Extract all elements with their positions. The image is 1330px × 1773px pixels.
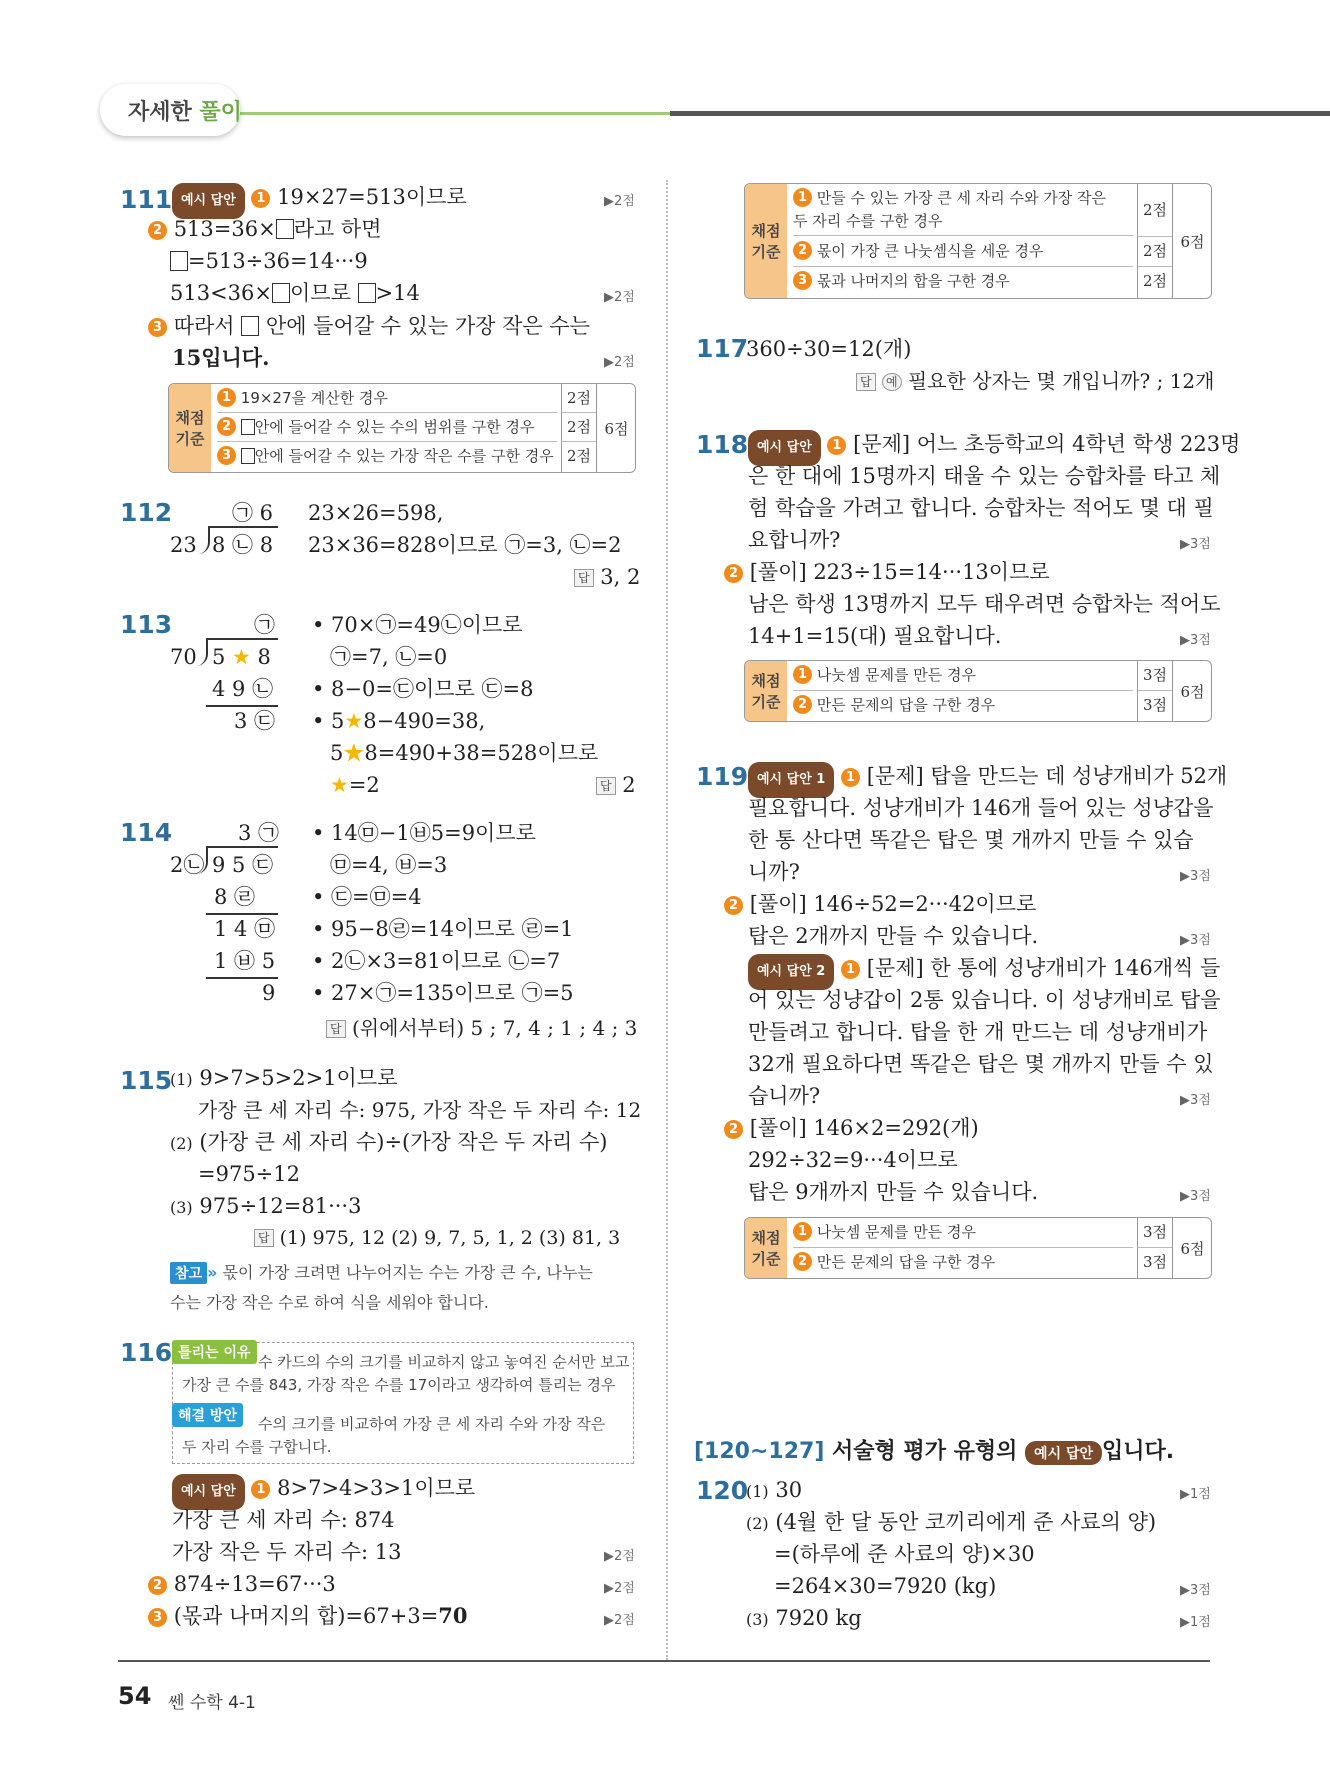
division-bracket	[196, 846, 208, 874]
problem-number-118: 118	[696, 430, 749, 459]
grading-header	[745, 184, 787, 298]
p119-line13: 292÷32=9···4이므로	[748, 1148, 958, 1172]
p113-row2: 3 ㉢	[234, 709, 276, 733]
grading-row-text: 몫과 나머지의 합을 구한 경우	[816, 272, 1010, 290]
p115-note-line1	[170, 1260, 593, 1284]
p120-line1	[746, 1474, 802, 1508]
blank-box-icon	[241, 316, 259, 336]
reason-tag: 틀리는 이유	[172, 1340, 257, 1364]
header-title	[128, 95, 242, 126]
section-range: [120~127]	[694, 1439, 825, 1464]
points-3: ▶3점	[1180, 1189, 1211, 1204]
p113-line1: • 70×㉠=49㉡이므로	[312, 613, 523, 637]
p117-answer-text: 필요한 상자는 몇 개입니까? ; 12개	[907, 369, 1215, 393]
star-icon: ★	[232, 645, 251, 669]
grading-points: 2점	[1137, 237, 1172, 267]
p120-l5a: (3)	[746, 1610, 769, 1629]
p114-row2: 1 4 ㉤	[214, 917, 276, 941]
p119-l7: [문제] 한 통에 성냥개비가 146개씩 들	[866, 956, 1221, 980]
p118-line7: 14+1=15(대) 필요합니다.	[748, 624, 1002, 648]
grading-row	[793, 661, 1133, 691]
points-2: ▶2점	[604, 1581, 635, 1596]
p111-l5b: 안에 들어갈 수 있는 가장 작은 수는	[259, 314, 590, 338]
division-bracket	[196, 638, 208, 666]
p116-line4	[148, 1568, 336, 1600]
grading-row	[793, 237, 1133, 267]
points-3: ▶3점	[1180, 537, 1211, 552]
grading-total: 6점	[596, 384, 636, 472]
grading-row-text: 나눗셈 문제를 만든 경우	[816, 666, 976, 684]
p114-line2: ㉤=4, ㉥=3	[330, 853, 448, 877]
points-2: ▶2점	[604, 1549, 635, 1564]
step-1-icon: 1	[251, 189, 270, 208]
p114-answer-text: (위에서부터) 5 ; 7, 4 ; 1 ; 4 ; 3	[351, 1016, 638, 1040]
p120-l2a: (2)	[746, 1514, 769, 1533]
blank-box-icon	[241, 419, 255, 435]
p120-l5b: 7920 kg	[775, 1606, 862, 1630]
p115-l1b: 9>7>5>2>1이므로	[199, 1066, 398, 1090]
p115-line2: 가장 큰 세 자리 수: 975, 가장 작은 두 자리 수: 12	[198, 1098, 642, 1122]
p115-line5	[170, 1190, 361, 1224]
division-bar	[208, 526, 278, 528]
p118-l1: [문제] 어느 초등학교의 4학년 학생 223명	[853, 432, 1241, 456]
p112-quotient: ㉠ 6	[232, 501, 274, 525]
points-2: ▶2점	[604, 355, 635, 370]
grading-row	[217, 384, 557, 413]
p112-divisor: 23	[170, 533, 197, 557]
p114-line3: • ㉢=㉤=4	[312, 885, 422, 909]
blank-box-icon	[272, 283, 290, 303]
star-icon: ★	[330, 773, 349, 797]
points-2: ▶2점	[604, 290, 635, 305]
p112-answer-text: 3, 2	[600, 565, 641, 589]
p116-reason2: 가장 큰 수를 843, 가장 작은 수를 17이라고 생각하여 틀리는 경우	[182, 1376, 616, 1394]
p116-solve2: 두 자리 수를 구합니다.	[182, 1438, 332, 1456]
grading-table-119	[744, 1217, 1212, 1279]
step-2-icon: 2	[217, 417, 236, 436]
criteria-label-a: 채점	[751, 1229, 781, 1247]
p119-line14: 탑은 9개까지 만들 수 있습니다.	[748, 1180, 1039, 1204]
problem-number-112: 112	[120, 498, 173, 527]
p119-line8: 어 있는 성냥갑이 2통 있습니다. 이 성냥개비로 탑을	[748, 988, 1221, 1012]
section-t1: 서술형 평가 유형의	[824, 1439, 1026, 1464]
p119-line9: 만들려고 합니다. 탑을 한 개 만드는 데 성냥개비가	[748, 1020, 1208, 1044]
blank-box-icon	[241, 448, 255, 464]
p113-dividend-a: 5	[212, 645, 233, 669]
step-2-icon: 2	[148, 1576, 167, 1595]
problem-number-119: 119	[696, 762, 749, 791]
points-3: ▶3점	[1180, 633, 1211, 648]
section-title	[694, 1434, 1174, 1465]
p111-line5	[148, 310, 590, 342]
grading-row	[793, 1218, 1133, 1248]
p114-line1: • 14㉤−1㉥5=9이므로	[312, 821, 536, 845]
p115-line3	[170, 1126, 607, 1160]
p111-l2b: 라고 하면	[293, 217, 382, 241]
p118-line5	[724, 556, 1050, 588]
p113-quotient: ㉠	[254, 613, 275, 637]
step-3-icon: 3	[148, 318, 167, 337]
p118-line2: 은 한 대에 15명까지 태울 수 있는 승합차를 타고 체	[748, 464, 1221, 488]
step-1-icon: 1	[841, 960, 860, 979]
header-rule-gray	[670, 111, 1330, 116]
p116-line3: 가장 작은 두 자리 수: 13	[172, 1540, 402, 1564]
p120-line2	[746, 1506, 1156, 1540]
p113-answer-text: 2	[622, 773, 636, 797]
step-3-icon: 3	[217, 446, 236, 465]
example-badge: 예시 답안	[748, 430, 821, 466]
step-2-icon: 2	[724, 1120, 743, 1139]
p113-line3: • 8−0=㉢이므로 ㉢=8	[312, 677, 534, 701]
book-title: 쎈 수학 4-1	[168, 1693, 256, 1713]
p114-row1: 8 ㉣	[214, 885, 256, 909]
footer-rule	[118, 1660, 1210, 1662]
step-2-icon: 2	[793, 241, 812, 260]
p114-line5: • 2㉡×3=81이므로 ㉡=7	[312, 949, 561, 973]
star-icon: ★	[344, 709, 364, 733]
grading-points: 2점	[561, 442, 596, 472]
grading-table-111	[168, 383, 636, 473]
grading-total: 6점	[1172, 184, 1212, 298]
grading-points: 3점	[1137, 1218, 1172, 1248]
p114-divisor: 2㉡	[170, 853, 205, 877]
p114-dividend: 9 5 ㉢	[212, 853, 274, 877]
p119-line11: 습니까?	[748, 1084, 821, 1108]
step-1-icon: 1	[793, 665, 812, 684]
step-2-icon: 2	[724, 896, 743, 915]
p119-line12	[724, 1112, 979, 1144]
answer-label: 답	[574, 569, 594, 587]
p118-line3: 험 학습을 가려고 합니다. 승합차는 적어도 몇 대 필	[748, 496, 1214, 520]
division-bar	[206, 846, 278, 848]
points-2: ▶2점	[604, 1613, 635, 1628]
step-2-icon: 2	[793, 695, 812, 714]
p112-dividend: 8 ㉡ 8	[212, 533, 274, 557]
p116-l5a: (몫과 나머지의 합)=67+3=	[173, 1604, 439, 1628]
p116-l4: 874÷13=67···3	[173, 1572, 336, 1596]
header-title-a: 자세한	[128, 100, 200, 125]
grading-row	[793, 1248, 1133, 1277]
grading-row	[793, 267, 1133, 296]
p115-l5b: 975÷12=81···3	[199, 1194, 362, 1218]
problem-number-115: 115	[120, 1066, 173, 1095]
p118-l5: [풀이] 223÷15=14···13이므로	[749, 560, 1050, 584]
p114-line6: • 27×㉠=135이므로 ㉠=5	[312, 981, 574, 1005]
p116-l1: 8>7>4>3>1이므로	[277, 1476, 476, 1500]
p118-line6: 남은 학생 13명까지 모두 태우려면 승합차는 적어도	[748, 592, 1221, 616]
step-1-icon: 1	[841, 768, 860, 787]
header-title-b: 풀이	[199, 100, 242, 125]
p111-l2a: 513=36×	[173, 217, 276, 241]
step-3-icon: 3	[793, 271, 812, 290]
blank-box-icon	[358, 283, 376, 303]
blank-box-icon	[276, 219, 294, 239]
grading-total: 6점	[1172, 661, 1212, 721]
header-rule-green	[236, 112, 670, 115]
grading-total: 6점	[1172, 1218, 1212, 1278]
p111-l4c: >14	[375, 281, 420, 305]
p115-note-line2: 수는 가장 작은 수로 하여 식을 세워야 합니다.	[170, 1293, 489, 1312]
answer-label: 답	[326, 1020, 346, 1038]
criteria-label-a: 채점	[751, 222, 781, 240]
p113-divisor: 70	[170, 645, 197, 669]
p116-solve1: 수의 크기를 비교하여 가장 큰 세 자리 수와 가장 작은	[258, 1415, 606, 1433]
p116-solve-tag	[172, 1403, 243, 1427]
example-mark: 예	[882, 373, 902, 391]
example-badge-2: 예시 답안 2	[748, 954, 834, 990]
problem-number-117: 117	[696, 334, 749, 363]
p115-l3a: (2)	[170, 1134, 193, 1153]
p112-line1: 23×26=598,	[308, 501, 444, 525]
p116-line5	[148, 1600, 468, 1632]
example-badge: 예시 답안	[172, 183, 245, 219]
answer-label: 답	[596, 777, 616, 795]
p113-row1: 4 9 ㉡	[212, 677, 274, 701]
p113-line2: ㉠=7, ㉡=0	[330, 645, 448, 669]
p112-answer	[574, 561, 640, 593]
grading-points: 3점	[1137, 691, 1172, 721]
p113-l6: =2	[348, 773, 380, 797]
p120-line5	[746, 1602, 862, 1636]
example-badge: 예시 답안	[1025, 1441, 1102, 1465]
p113-dividend	[212, 641, 271, 673]
p119-line10: 32개 필요하다면 똑같은 탑은 몇 개까지 만들 수 있	[748, 1052, 1214, 1076]
problem-number-114: 114	[120, 818, 173, 847]
p115-answer-text: (1) 975, 12 (2) 9, 7, 5, 1, 2 (3) 81, 3	[279, 1227, 621, 1249]
grading-points: 3점	[1137, 1248, 1172, 1278]
p114-line4: • 95−8㉣=14이므로 ㉣=1	[312, 917, 574, 941]
p115-answer	[254, 1222, 620, 1254]
solve-tag: 해결 방안	[172, 1403, 243, 1427]
star-icon: ★	[343, 741, 365, 765]
division-bracket	[198, 526, 210, 554]
grading-points: 2점	[1137, 267, 1172, 298]
p113-l4a: • 5	[312, 709, 345, 733]
p111-line2	[148, 213, 382, 245]
p120-l2b: (4월 한 달 동안 코끼리에게 준 사료의 양)	[775, 1510, 1157, 1534]
step-1-icon: 1	[793, 1222, 812, 1241]
step-2-icon: 2	[148, 221, 167, 240]
grading-row	[793, 184, 1133, 236]
grading-row	[793, 691, 1133, 720]
note-arrow-icon: »	[207, 1263, 218, 1282]
p115-line1	[170, 1062, 397, 1096]
p119-line4: 니까?	[748, 860, 800, 884]
criteria-label-b: 기준	[751, 1250, 781, 1268]
p111-l4a: 513<36×	[170, 281, 272, 305]
grading-points: 2점	[561, 384, 596, 413]
p120-line4: =264×30=7920 (kg)	[774, 1574, 997, 1598]
p116-reason1: 수 카드의 수의 크기를 비교하지 않고 놓여진 순서만 보고	[258, 1353, 630, 1371]
p114-row4: 9	[262, 981, 276, 1005]
step-1-icon: 1	[827, 436, 846, 455]
p113-l5a: 5	[330, 741, 344, 765]
grading-row-text: 안에 들어갈 수 있는 가장 작은 수를 구한 경우	[254, 447, 554, 465]
points-2: ▶2점	[604, 194, 635, 209]
p116-l5b: 70	[438, 1603, 468, 1628]
problem-number-116: 116	[120, 1338, 173, 1367]
p119-line2: 필요합니다. 성냥개비가 146개 들어 있는 성냥갑을	[748, 796, 1214, 820]
points-3: ▶3점	[1180, 933, 1211, 948]
grading-header	[745, 661, 787, 721]
problem-number-120: 120	[696, 1476, 749, 1505]
p114-row3: 1 ㉥ 5	[214, 949, 276, 973]
p116-line2: 가장 큰 세 자리 수: 874	[172, 1508, 395, 1532]
example-badge-1: 예시 답안 1	[748, 762, 834, 798]
p119-l1: [문제] 탑을 만드는 데 성냥개비가 52개	[866, 764, 1228, 788]
p120-l1a: (1)	[746, 1482, 769, 1501]
step-1-icon: 1	[793, 188, 812, 207]
p114-quotient: 3 ㉠	[238, 821, 280, 845]
division-bar	[206, 638, 278, 640]
p113-dividend-b: 8	[250, 645, 271, 669]
problem-number-113: 113	[120, 610, 173, 639]
criteria-label-b: 기준	[175, 430, 205, 448]
step-1-icon: 1	[251, 1480, 270, 1499]
column-divider	[666, 180, 668, 1660]
p113-line4	[312, 705, 485, 737]
blank-box-icon	[170, 251, 188, 271]
grading-row	[217, 442, 557, 470]
grading-row-text: 나눗셈 문제를 만든 경우	[816, 1223, 976, 1241]
step-2-icon: 2	[724, 564, 743, 583]
p111-l1-text: 19×27=513이므로	[277, 185, 467, 209]
grading-points: 2점	[561, 413, 596, 442]
p117-answer	[856, 365, 1214, 397]
p113-line6	[330, 769, 380, 801]
grading-row-text: 만든 문제의 답을 구한 경우	[816, 1253, 996, 1271]
section-t2: 입니다.	[1102, 1439, 1175, 1464]
p115-l3b: (가장 큰 세 자리 수)÷(가장 작은 두 자리 수)	[199, 1130, 608, 1154]
grading-header	[169, 384, 211, 472]
p114-answer	[326, 1012, 637, 1044]
points-3: ▶3점	[1180, 1583, 1211, 1598]
p119-line3: 한 통 산다면 똑같은 탑은 몇 개까지 만들 수 있습	[748, 828, 1194, 852]
grading-row	[217, 413, 557, 442]
p119-line6: 탑은 2개까지 만들 수 있습니다.	[748, 924, 1039, 948]
step-1-icon: 1	[217, 388, 236, 407]
points-3: ▶3점	[1180, 1093, 1211, 1108]
p119-l5: [풀이] 146÷52=2···42이므로	[749, 892, 1037, 916]
p111-line3	[170, 245, 368, 277]
p120-line3: =(하루에 준 사료의 양)×30	[774, 1542, 1035, 1566]
example-badge: 예시 답안	[172, 1474, 245, 1510]
answer-label: 답	[254, 1229, 274, 1247]
p119-line5	[724, 888, 1036, 920]
p115-line4: =975÷12	[198, 1162, 300, 1186]
points-1: ▶1점	[1180, 1487, 1211, 1502]
grading-row-text: 몫이 가장 큰 나눗셈식을 세운 경우	[816, 242, 1044, 260]
p118-line4: 요합니까?	[748, 528, 841, 552]
p113-line5	[330, 737, 598, 769]
criteria-label-a: 채점	[175, 409, 205, 427]
points-1: ▶1점	[1180, 1615, 1211, 1630]
p116-reason-tag	[172, 1340, 257, 1364]
criteria-label-b: 기준	[751, 693, 781, 711]
p113-l5b: 8=490+38=528이므로	[364, 741, 599, 765]
step-3-icon: 3	[148, 1608, 167, 1627]
p115-note1: 몫이 가장 크려면 나누어지는 수는 가장 큰 수, 나누는	[222, 1263, 593, 1282]
p113-answer	[596, 769, 636, 801]
grading-row-text: 만들 수 있는 가장 큰 세 자리 수와 가장 작은	[816, 189, 1107, 207]
problem-number-111: 111	[120, 185, 173, 214]
grading-row-text: 19×27을 계산한 경우	[240, 389, 389, 407]
grading-row-text: 만든 문제의 답을 구한 경우	[816, 696, 996, 714]
p111-l5a: 따라서	[173, 314, 242, 338]
points-3: ▶3점	[1180, 869, 1211, 884]
step-2-icon: 2	[793, 1252, 812, 1271]
grading-row-text-2: 두 자리 수를 구한 경우	[793, 212, 943, 230]
p113-l4b: 8−490=38,	[363, 709, 486, 733]
grading-table-116	[744, 183, 1212, 299]
criteria-label-b: 기준	[751, 243, 781, 261]
note-tag: 참고	[170, 1262, 207, 1284]
p112-line2: 23×36=828이므로 ㉠=3, ㉡=2	[308, 533, 622, 557]
grading-table-118	[744, 660, 1212, 722]
grading-row-text: 안에 들어갈 수 있는 수의 범위를 구한 경우	[254, 418, 535, 436]
answer-label: 답	[856, 373, 876, 391]
p120-l1b: 30	[775, 1478, 803, 1502]
page-number: 54	[118, 1682, 152, 1710]
grading-points: 2점	[1137, 184, 1172, 237]
p117-line1: 360÷30=12(개)	[746, 337, 912, 361]
p111-l4b: 이므로	[290, 281, 358, 305]
grading-header	[745, 1218, 787, 1278]
p115-l1a: (1)	[170, 1070, 193, 1089]
criteria-label-a: 채점	[751, 672, 781, 690]
p111-line4	[170, 277, 420, 309]
grading-points: 3점	[1137, 661, 1172, 691]
p115-l5a: (3)	[170, 1198, 193, 1217]
p119-l12: [풀이] 146×2=292(개)	[749, 1116, 979, 1140]
p111-l3b: =513÷36=14···9	[188, 249, 368, 273]
p111-line6: 15입니다.	[172, 345, 270, 370]
